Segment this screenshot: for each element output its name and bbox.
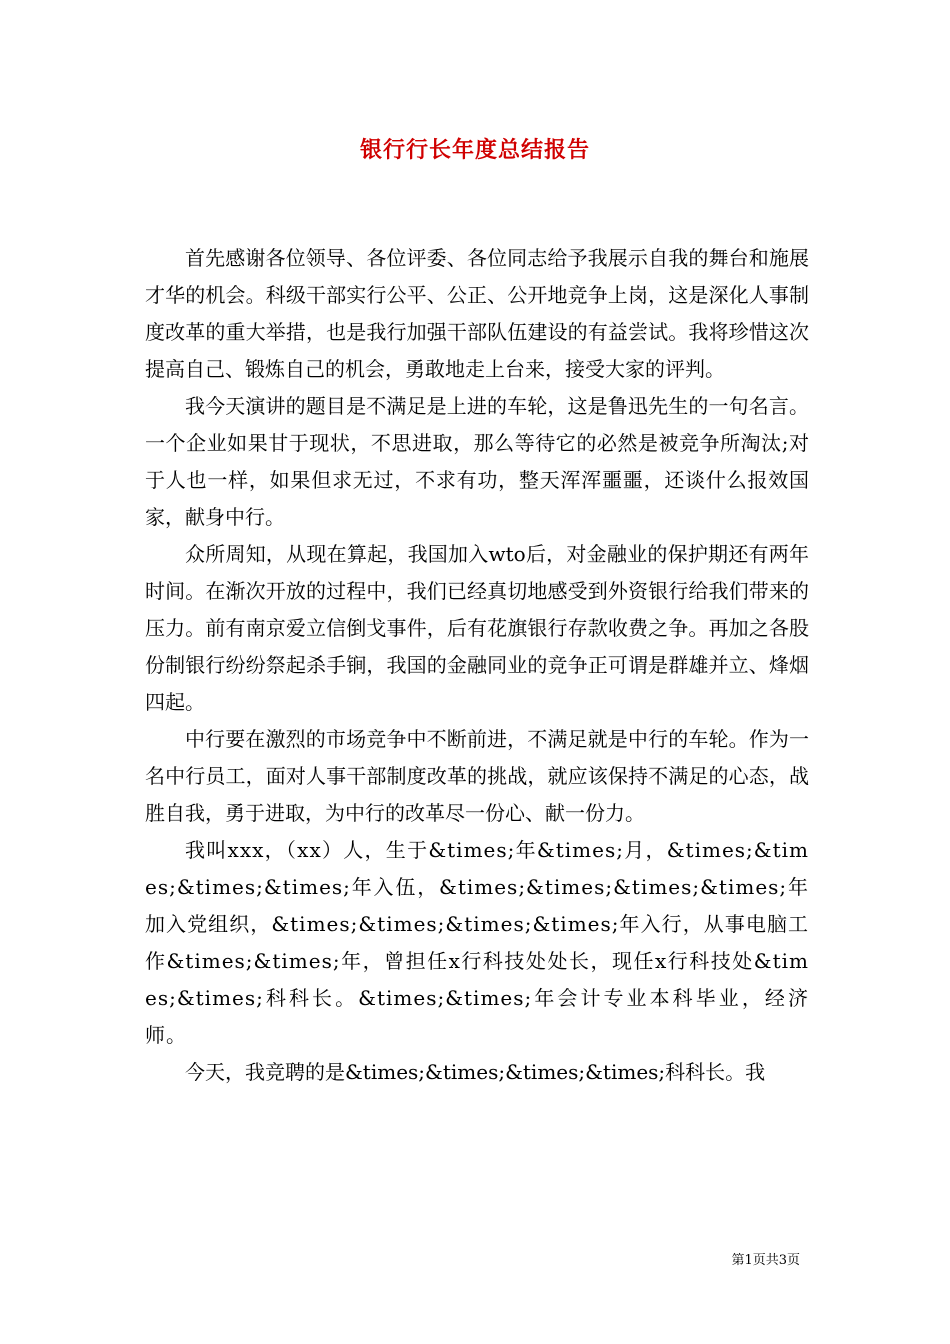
paragraph-6: 今天，我竞聘的是&times;&times;&times;&times;科科长。我 bbox=[185, 1060, 766, 1084]
paragraph-4: 中行要在激烈的市场竞争中不断前进，不满足就是中行的车轮。作为一名中行员工，面对人事干部制度改革的挑战，就应该保持不满足的心态，战胜自我，勇于进取，为中行的改革尽一份心、献一份力。 bbox=[145, 727, 809, 825]
paragraph-1: 首先感谢各位领导、各位评委、各位同志给予我展示自我的舞台和施展才华的机会。科级干部实行公平、公正、公开地竞争上岗，这是深化人事制度改革的重大举措，也是我行加强干部队伍建设的有益尝试。我将珍惜这次提高自己、锻炼自己的机会，勇敢地走上台来，接受大家的评判。 bbox=[145, 246, 809, 381]
paragraph-2: 我今天演讲的题目是不满足是上进的车轮，这是鲁迅先生的一句名言。一个企业如果甘于现状，不思进取，那么等待它的必然是被竞争所淘汰;对于人也一样，如果但求无过，不求有功，整天浑浑噩噩，还谈什么报效国家，献身中行。 bbox=[145, 394, 809, 529]
document-title: 银行行长年度总结报告 bbox=[359, 137, 590, 163]
paragraph-3: 众所周知，从现在算起，我国加入wto后，对金融业的保护期还有两年时间。在渐次开放的过程中，我们已经真切地感受到外资银行给我们带来的压力。前有南京爱立信倒戈事件，后有花旗银行存款收费之争。再加之各股份制银行纷纷祭起杀手锏，我国的金融同业的竞争正可谓是群雄并立、烽烟四起。 bbox=[145, 542, 809, 714]
paragraph-5: 我叫xxx，（xx）人，生于&times;年&times;月，&times;&times;&times;&times;年入伍，&times;&times;&times;&times;年加入党组织，&times;&times;&times;&times;年入行，从事电脑工作&times;&times;年，曾担任x行科技处处长，现任x行科技处&times;&times;科科长。&times;&times;年会计专业本科毕业，经济师。 bbox=[145, 838, 809, 1047]
document-body bbox=[145, 240, 809, 1091]
page-number-footer: 第1页共3页 bbox=[731, 1253, 800, 1268]
